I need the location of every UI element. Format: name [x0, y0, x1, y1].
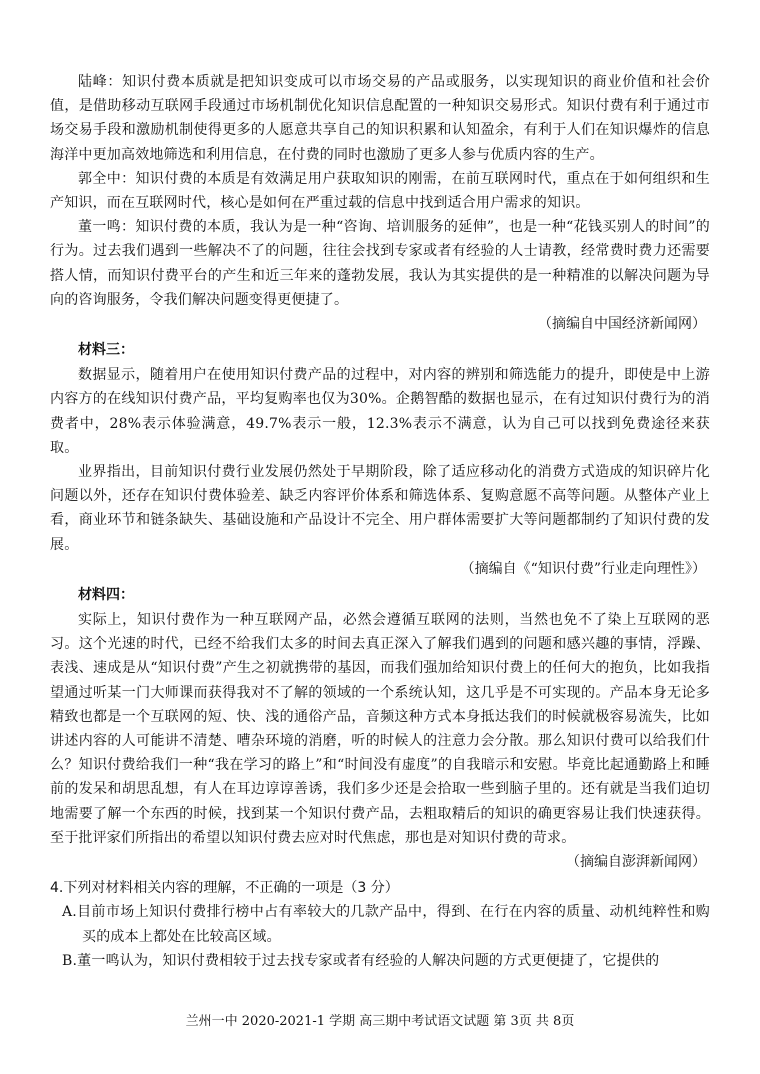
material-four-heading: 材料四：: [78, 587, 134, 604]
paragraph-dong-yiming: 董一鸣：知识付费的本质，我认为是一种“咨询、培训服务的延伸”，也是一种“花钱买别人的时间”的行为。过去我们遇到一些解决不了的问题，往往会找到专家或者有经验的人士请教，经常费时费力还需要搭人情，而知识付费平台的产生和近三年来的蓬勃发展，我认为其实提供的是一种精准的以解决问题为导向的咨询服务，令我们解决问题变得更便捷了。: [50, 219, 710, 308]
question-4-option-b: B.董一鸣认为，知识付费相较于过去找专家或者有经验的人解决问题的方式更便捷了，它提供的: [62, 952, 660, 969]
material-three-heading: 材料三：: [78, 342, 134, 359]
paragraph-guo-quanzhong: 郭全中：知识付费的本质是有效满足用户获取知识的刚需，在前互联网时代，重点在于如何组织和生产知识，而在互联网时代，核心是如何在严重过载的信息中找到适合用户需求的知识。: [50, 170, 710, 212]
source-citation-material4: （摘编自澎湃新闻网）: [566, 854, 706, 871]
material-three-paragraph-1: 数据显示，随着用户在使用知识付费产品的过程中，对内容的辨别和筛选能力的提升，即使是中上游内容方的在线知识付费产品，平均复购率也仅为30%。企鹅智酷的数据也显示，在有过知识付费行为的消费者中，28%表示体验满意，49.7%表示一般，12.3%表示不满意，认为自己可以找到免费途径来获取。: [50, 367, 710, 456]
question-4-stem: 4.下列对材料相关内容的理解，不正确的一项是（3 分）: [50, 880, 399, 897]
material-three-paragraph-2: 业界指出，目前知识付费行业发展仍然处于早期阶段，除了适应移动化的消费方式造成的知识碎片化问题以外，还存在知识付费体验差、缺乏内容评价体系和筛选体系、复购意愿不高等问题。从整体产业上看，商业环节和链条缺失、基础设施和产品设计不完全、用户群体需要扩大等问题都制约了知识付费的发展。: [50, 464, 710, 553]
source-citation-material3: （摘编自《“知识付费”行业走向理性》）: [460, 560, 706, 577]
question-4-option-a: A.目前市场上知识付费排行榜中占有率较大的几款产品中，得到、在行在内容的质量、动机纯粹性和购买的成本上都处在比较高区域。: [62, 904, 710, 945]
material-four-paragraph: 实际上，知识付费作为一种互联网产品，必然会遵循互联网的法则，当然也免不了染上互联网的恶习。这个光速的时代，已经不给我们太多的时间去真正深入了解我们遇到的问题和感兴趣的事情，浮躁、表浅、速成是从“知识付费”产生之初就携带的基因，而我们强加给知识付费上的任何大的抱负，比如我指望通过听某一门大师课而获得我对不了解的领域的一个系统认知，这几乎是不可实现的。产品本身无论多精致也都是一个互联网的短、快、浅的通俗产品，音频这种方式本身抵达我们的时候就极容易流失，比如讲述内容的人可能讲不清楚、嘈杂环境的消磨，听的时候人的注意力会分散。那么知识付费可以给我们什么？知识付费给我们一种“我在学习的路上”和“时间没有虚度”的自我暗示和安慰。毕竟比起通勤路上和睡前的发呆和胡思乱想，有人在耳边谆谆善诱，我们多少还是会拾取一些到脑子里的。还有就是当我们迫切地需要了解一个东西的时候，找到某一个知识付费产品，去粗取精后的知识的确更容易让我们快速获得。至于批评家们所指出的希望以知识付费去应对时代焦虑，那也是对知识付费的苛求。: [50, 612, 710, 846]
paragraph-lu-feng: 陆峰：知识付费本质就是把知识变成可以市场交易的产品或服务，以实现知识的商业价值和社会价值，是借助移动互联网手段通过市场机制优化知识信息配置的一种知识交易形式。知识付费有利于通过市场交易手段和激励机制使得更多的人愿意共享自己的知识积累和认知盈余，有利于人们在知识爆炸的信息海洋中更加高效地筛选和利用信息，在付费的同时也激励了更多人参与优质内容的生产。: [50, 74, 710, 163]
source-citation-material2: （摘编自中国经济新闻网）: [538, 316, 706, 333]
page-footer: 兰州一中 2020-2021-1 学期 高三期中考试语文试题 第 3页 共 8页: [185, 1014, 575, 1029]
